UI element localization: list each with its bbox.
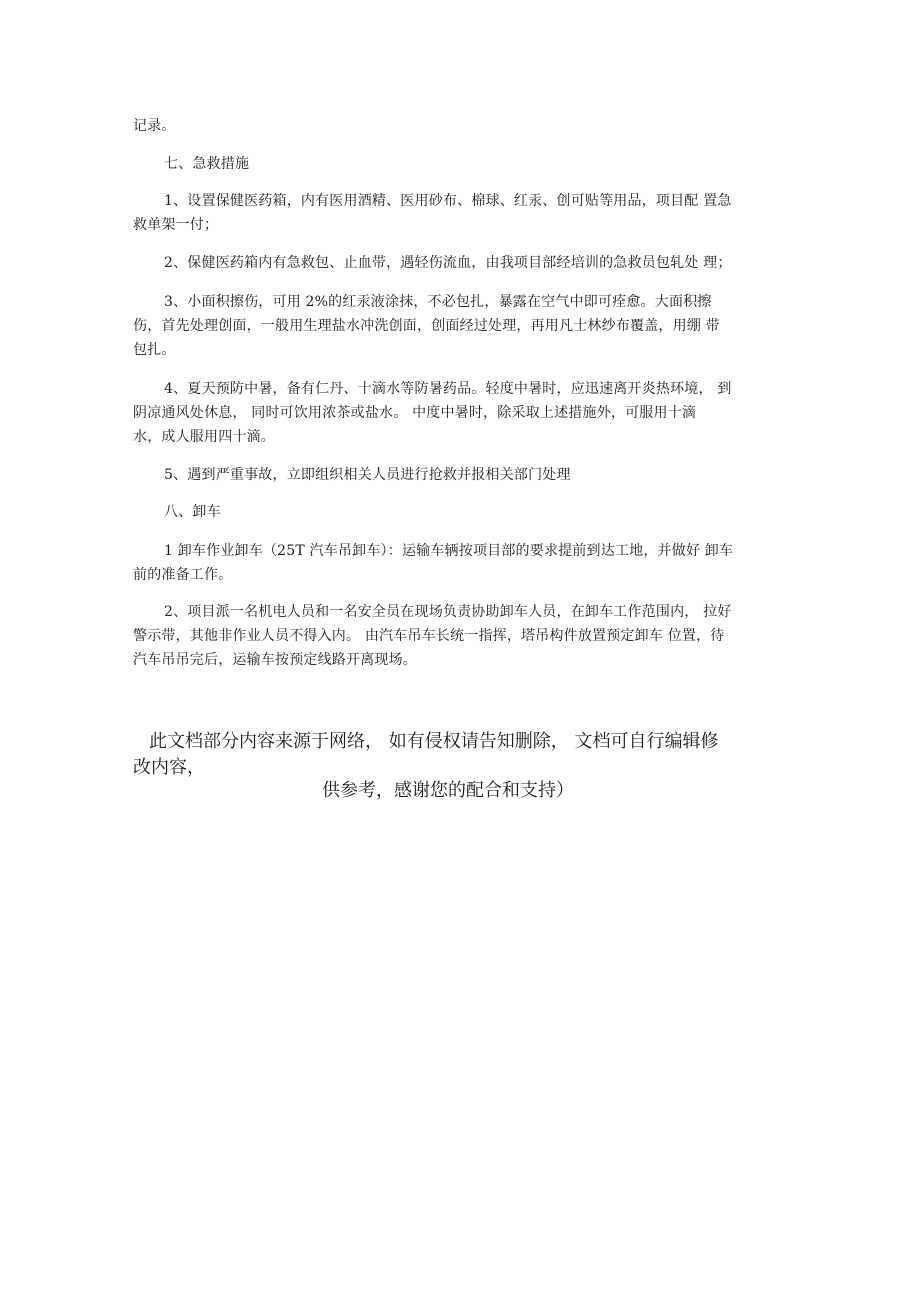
text-line: 汽车吊吊完后，运输车按预定线路开离现场。 xyxy=(133,652,417,668)
text-line: 伤，首先处理创面，一般用生理盐水冲洗创面，创面经过处理，再用凡士林纱布覆盖，用绷 带 xyxy=(133,318,720,334)
text-line: 阴凉通风处休息， 同时可饮用浓茶或盐水。 中度中暑时，除采取上述措施外，可服用十滴 xyxy=(133,405,697,421)
paragraph-first-aid-4 xyxy=(133,377,783,449)
text-line: 2、保健医药箱内有急救包、止血带，遇轻伤流血，由我项目部经培训的急救员包轧处 理； xyxy=(164,255,732,271)
text-line: 包扎。 xyxy=(133,342,176,358)
text-line: 2、项目派一名机电人员和一名安全员在现场负责协助卸车人员，在卸车工作范围内， 拉好 xyxy=(164,604,732,620)
text-line: 3、小面积擦伤，可用 2%的红汞液涂抹，不必包扎，暴露在空气中即可痊愈。大面积擦 xyxy=(164,294,712,310)
text-line: 1 卸车作业卸车（25T 汽车吊卸车）：运输车辆按项目部的要求提前到达工地，并做好 卸车 xyxy=(164,543,734,559)
notice-line: 此文档部分内容来源于网络， 如有侵权请告知删除， 文档可自行编辑修 xyxy=(149,731,719,752)
text-line: 4、夏天预防中暑，备有仁丹、十滴水等防暑药品。轻度中暑时，应迅速离开炎热环境， 到 xyxy=(164,381,732,397)
notice-line: 改内容， xyxy=(133,757,205,778)
text-line: 5、遇到严重事故，立即组织相关人员进行抢救并报相关部门处理 xyxy=(164,467,571,483)
heading-text: 八、卸车 xyxy=(164,504,221,520)
paragraph-first-aid-1 xyxy=(133,189,783,237)
text-line: 1、设置保健医药箱，内有医用酒精、医用砂布、棉球、红汞、创可贴等用品，项目配 置急 xyxy=(164,193,732,209)
text-line: 记录。 xyxy=(133,118,176,134)
paragraph-first-aid-2 xyxy=(133,251,783,275)
heading-text: 七、急救措施 xyxy=(164,156,250,172)
text-line: 警示带，其他非作业人员不得入内。 由汽车吊车长统一指挥，塔吊构件放置预定卸车 位置，待 xyxy=(133,628,725,644)
text-line: 前的准备工作。 xyxy=(133,567,233,583)
copyright-notice-closing xyxy=(322,778,574,804)
paragraph-unloading-1 xyxy=(133,539,783,587)
copyright-notice xyxy=(133,729,793,781)
notice-line: 供参考，感谢您的配合和支持） xyxy=(322,780,574,801)
paragraph-first-aid-3 xyxy=(133,290,783,362)
text-line: 水，成人服用四十滴。 xyxy=(133,429,275,445)
section-heading-first-aid xyxy=(164,152,814,176)
paragraph-continuation xyxy=(133,114,783,138)
text-line: 救单架一付； xyxy=(133,217,219,233)
section-heading-unloading xyxy=(164,500,814,524)
paragraph-unloading-2 xyxy=(133,600,783,672)
paragraph-first-aid-5 xyxy=(133,463,783,487)
